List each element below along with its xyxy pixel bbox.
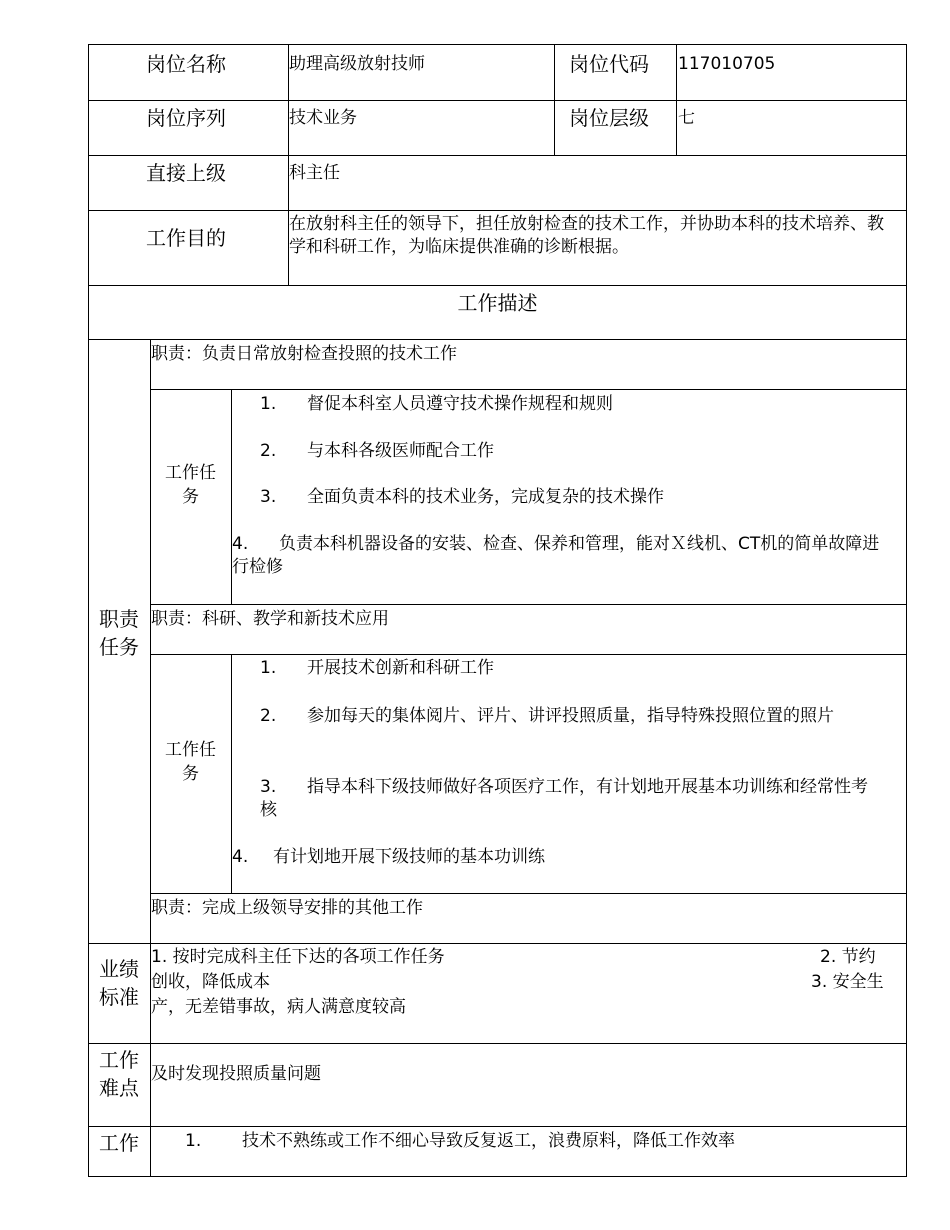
- post-level-value: 七: [678, 108, 695, 128]
- purpose-value: 在放射科主任的领导下，担任放射检查的技术工作，并协助本科的技术培养、教学和科研工作，为临床提供准确的诊断根据。: [289, 214, 884, 257]
- duty-heading: 职责：负责日常放射检查投照的技术工作: [151, 344, 457, 364]
- task-number: 4.: [232, 534, 249, 554]
- task-number: 1.: [260, 658, 277, 678]
- performance-label-line: 标准: [99, 985, 139, 1009]
- col-divider: [554, 44, 555, 155]
- task-text: 全面负责本科的技术业务，完成复杂的技术操作: [307, 487, 664, 507]
- task-label-line: 工作任: [165, 463, 216, 483]
- performance-label-line: 业绩: [99, 957, 139, 981]
- performance-line: 2. 节约: [820, 947, 876, 967]
- row-divider: [88, 1043, 907, 1044]
- performance-line: 3. 安全生: [811, 972, 884, 992]
- task-text: 督促本科室人员遵守技术操作规程和规则: [307, 394, 613, 414]
- superior-label: 直接上级: [146, 161, 226, 185]
- task-item: [260, 657, 494, 680]
- task-item: [260, 440, 494, 463]
- post-name-label: 岗位名称: [146, 52, 226, 76]
- task-text: 技术不熟练或工作不细心导致反复返工，浪费原料，降低工作效率: [242, 1131, 735, 1151]
- duties-label-line: 任务: [99, 635, 139, 659]
- difficulty-label-line: 工作: [99, 1048, 139, 1072]
- superior-value: 科主任: [289, 163, 340, 183]
- row-divider: [150, 604, 907, 605]
- table-border-bottom: [88, 1176, 907, 1177]
- duty-heading: 职责：完成上级领导安排的其他工作: [151, 898, 423, 918]
- row-divider: [88, 285, 907, 286]
- table-border-right: [906, 44, 907, 1177]
- task-item: [232, 533, 892, 579]
- performance-line: 创收，降低成本: [151, 972, 270, 992]
- row-divider: [88, 210, 907, 211]
- task-label: [150, 738, 231, 786]
- row-divider: [88, 943, 907, 944]
- difficulty-label-line: 难点: [99, 1076, 139, 1100]
- last-row-label: 工作: [99, 1131, 139, 1155]
- performance-label: [88, 955, 150, 1011]
- task-item: [232, 846, 545, 869]
- row-divider: [150, 893, 907, 894]
- task-item: [260, 705, 872, 728]
- task-text: 与本科各级医师配合工作: [307, 441, 494, 461]
- row-divider: [150, 654, 907, 655]
- task-number: 2.: [260, 441, 277, 461]
- task-item: [260, 776, 872, 822]
- task-text: 负责本科机器设备的安装、检查、保养和管理，能对Ｘ线机、CT机的简单故障进行检修: [232, 534, 880, 577]
- post-level-label: 岗位层级: [569, 106, 649, 130]
- post-code-value: 117010705: [678, 54, 776, 74]
- task-item: [260, 486, 664, 509]
- duty-heading: 职责：科研、教学和新技术应用: [151, 609, 389, 629]
- duties-label: [88, 605, 150, 661]
- purpose-label: 工作目的: [146, 226, 226, 250]
- task-number: 3.: [260, 777, 277, 797]
- task-number: 4.: [232, 847, 249, 867]
- row-divider: [88, 100, 907, 101]
- post-name-value: 助理高级放射技师: [289, 54, 425, 74]
- task-number: 3.: [260, 487, 277, 507]
- task-number: 1.: [260, 394, 277, 414]
- difficulty-value: 及时发现投照质量问题: [151, 1064, 321, 1084]
- task-label-line: 工作任: [165, 740, 216, 760]
- work-description-title: 工作描述: [457, 291, 538, 315]
- row-divider: [88, 155, 907, 156]
- table-border-top: [88, 44, 907, 45]
- post-series-label: 岗位序列: [146, 106, 226, 130]
- task-number: 2.: [260, 706, 277, 726]
- performance-line: 1. 按时完成科主任下达的各项工作任务: [151, 947, 445, 967]
- row-divider: [150, 389, 907, 390]
- col-divider: [676, 44, 677, 155]
- performance-line: 产，无差错事故，病人满意度较高: [151, 997, 406, 1017]
- row-divider: [88, 339, 907, 340]
- task-label-line: 务: [182, 764, 199, 784]
- post-series-value: 技术业务: [289, 108, 357, 128]
- difficulty-label: [88, 1046, 150, 1102]
- task-text: 有计划地开展下级技师的基本功训练: [273, 847, 545, 867]
- duties-label-line: 职责: [99, 607, 139, 631]
- task-text: 参加每天的集体阅片、评片、讲评投照质量，指导特殊投照位置的照片: [307, 706, 834, 726]
- post-code-label: 岗位代码: [569, 52, 649, 76]
- task-item: [260, 393, 613, 416]
- task-number: 1.: [185, 1131, 202, 1151]
- task-label-line: 务: [182, 487, 199, 507]
- task-text: 开展技术创新和科研工作: [307, 658, 494, 678]
- task-text: 指导本科下级技师做好各项医疗工作，有计划地开展基本功训练和经常性考核: [260, 777, 868, 820]
- task-label: [150, 461, 231, 509]
- last-row-item: [185, 1130, 735, 1153]
- row-divider: [88, 1126, 907, 1127]
